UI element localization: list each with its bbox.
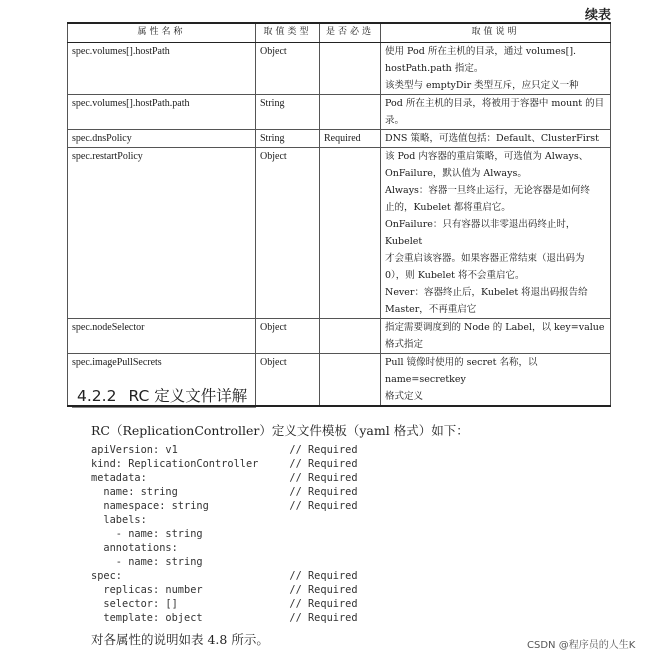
code-line: spec: // Required xyxy=(91,570,358,582)
required-cell xyxy=(320,43,381,95)
code-line: apiVersion: v1 // Required xyxy=(91,444,358,456)
csdn-watermark: CSDN @程序员的人生K xyxy=(527,640,636,651)
description-line: Never：容器终止后，Kubelet 将退出码报告给 xyxy=(385,287,588,298)
description-line: Always：容器一旦终止运行，无论容器是如何终 xyxy=(385,185,590,196)
table-row xyxy=(68,43,611,95)
description-line: 止的，Kubelet 都将重启它。 xyxy=(385,202,511,213)
section-title: RC 定义文件详解 xyxy=(128,387,248,405)
description-line: 该类型与 emptyDir 类型互斥，应只定义一种 xyxy=(385,80,579,91)
table-row xyxy=(68,95,611,130)
header-property-name: 属性名称 xyxy=(68,23,256,43)
description-line: OnFailure，默认值为 Always。 xyxy=(385,168,527,179)
table-row xyxy=(68,319,611,354)
property-name-cell: spec.restartPolicy xyxy=(68,148,256,319)
property-name-cell: spec.volumes[].hostPath.path xyxy=(68,95,256,130)
description-line: 该 Pod 内容器的重启策略，可选值为 Always、 xyxy=(385,151,589,162)
description-line: 0），则 Kubelet 将不会重启它。 xyxy=(385,270,525,281)
property-name-cell: spec.volumes[].hostPath xyxy=(68,43,256,95)
code-line: annotations: xyxy=(91,542,178,554)
value-type-cell: String xyxy=(256,95,320,130)
description-line: 格式定义 xyxy=(385,391,424,402)
description-line: OnFailure：只有容器以非零退出码终止时，Kubelet xyxy=(385,219,576,247)
required-cell xyxy=(320,148,381,319)
table-row xyxy=(68,148,611,319)
description-line: Pod 所在主机的目录，将被用于容器中 mount 的目 xyxy=(385,98,605,109)
value-type-cell: String xyxy=(256,130,320,148)
property-name-cell: spec.dnsPolicy xyxy=(68,130,256,148)
description-cell xyxy=(381,43,611,95)
description-cell xyxy=(381,130,611,148)
value-type-cell: Object xyxy=(256,354,320,407)
description-line: 录。 xyxy=(385,115,405,126)
value-type-cell: Object xyxy=(256,148,320,319)
section-heading xyxy=(77,384,247,406)
description-cell xyxy=(381,148,611,319)
intro-text: RC（ReplicationController）定义文件模板（yaml 格式）如下： xyxy=(91,423,469,438)
code-line: template: object // Required xyxy=(91,612,358,624)
header-required: 是否必选 xyxy=(320,23,381,43)
code-line: metadata: // Required xyxy=(91,472,358,484)
required-cell xyxy=(320,95,381,130)
description-line: 指定需要调度到的 Node 的 Label，以 key=value xyxy=(385,322,605,333)
required-cell: Required xyxy=(320,130,381,148)
code-line: - name: string xyxy=(91,556,203,568)
section-number: 4.2.2 xyxy=(77,387,117,405)
code-line: namespace: string // Required xyxy=(91,500,358,512)
property-name-cell: spec.nodeSelector xyxy=(68,319,256,354)
code-line: name: string // Required xyxy=(91,486,358,498)
description-line: hostPath.path 指定。 xyxy=(385,63,484,74)
code-line: kind: ReplicationController // Required xyxy=(91,458,358,470)
yaml-code-block xyxy=(91,443,358,625)
continued-label: 续表 xyxy=(585,8,612,23)
code-line: - name: string xyxy=(91,528,203,540)
required-cell xyxy=(320,319,381,354)
code-line: replicas: number // Required xyxy=(91,584,358,596)
header-value-type: 取值类型 xyxy=(256,23,320,43)
header-description: 取值说明 xyxy=(381,23,611,43)
description-cell xyxy=(381,319,611,354)
section-underline xyxy=(72,407,256,408)
table-body xyxy=(68,43,611,407)
description-cell xyxy=(381,95,611,130)
description-line: Master，不再重启它 xyxy=(385,304,477,315)
outro-text: 对各属性的说明如表 4.8 所示。 xyxy=(91,632,269,647)
required-cell xyxy=(320,354,381,407)
description-line: 才会重启该容器。如果容器正常结束（退出码为 xyxy=(385,253,585,264)
description-line: 使用 Pod 所在主机的目录，通过 volumes[]. xyxy=(385,46,577,57)
description-line: Pull 镜像时使用的 secret 名称，以 name=secretkey xyxy=(385,357,538,385)
table-header-row xyxy=(68,23,611,43)
spec-table xyxy=(67,22,611,407)
property-name-cell: spec.imagePullSecrets xyxy=(68,354,256,407)
description-line: DNS 策略，可选值包括：Default、ClusterFirst xyxy=(385,133,599,144)
description-cell xyxy=(381,354,611,407)
code-line: selector: [] // Required xyxy=(91,598,358,610)
value-type-cell: Object xyxy=(256,43,320,95)
table-row xyxy=(68,130,611,148)
description-line: 格式指定 xyxy=(385,339,424,350)
code-line: labels: xyxy=(91,514,147,526)
value-type-cell: Object xyxy=(256,319,320,354)
